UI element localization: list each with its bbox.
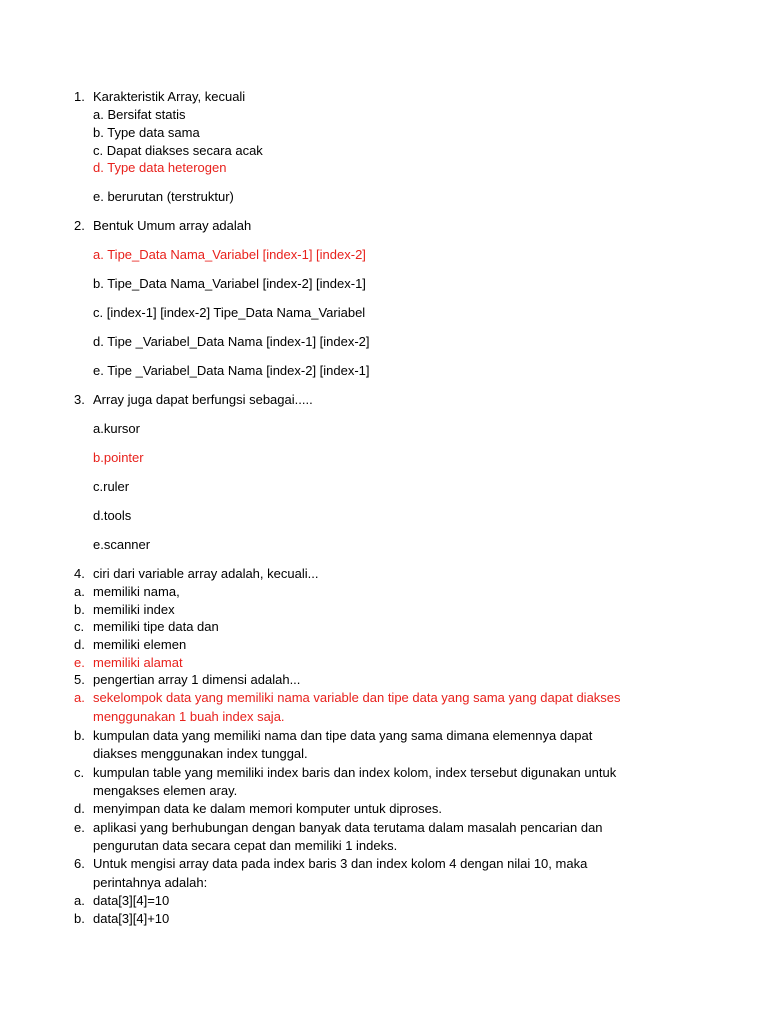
q5-option-b-line2: diakses menggunakan index tunggal. — [93, 746, 308, 761]
q1-option-c: c. Dapat diakses secara acak — [93, 143, 263, 158]
q5-option-b-letter: b. — [74, 728, 85, 743]
q1-option-b: b. Type data sama — [93, 125, 200, 140]
q5-option-e-line2: pengurutan data secara cepat dan memiliki 1 indeks. — [93, 838, 398, 853]
q3-option-e: e.scanner — [93, 537, 151, 552]
q4-question: ciri dari variable array adalah, kecuali... — [93, 566, 319, 581]
q5-option-b-line1: kumpulan data yang memiliki nama dan tipe data yang sama dimana elemennya dapat — [93, 728, 593, 743]
q5-option-c-line1: kumpulan table yang memiliki index baris dan index kolom, index tersebut digunakan untuk — [93, 765, 617, 780]
q6-option-b: data[3][4]+10 — [93, 911, 170, 926]
q5-option-a-answer-line1: sekelompok data yang memiliki nama variable dan tipe data yang sama yang dapat diakses — [93, 690, 621, 705]
q6-question-line1: Untuk mengisi array data pada index baris 3 dan index kolom 4 dengan nilai 10, maka — [93, 856, 588, 871]
q2-option-a-answer: a. Tipe_Data Nama_Variabel [index-1] [index-2] — [93, 247, 366, 262]
q6-question-line2: perintahnya adalah: — [93, 875, 208, 890]
q2-option-d: d. Tipe _Variabel_Data Nama [index-1] [index-2] — [93, 334, 370, 349]
q3-option-b-answer: b.pointer — [93, 450, 144, 465]
q1-option-e: e. berurutan (terstruktur) — [93, 189, 234, 204]
q5-option-c-letter: c. — [74, 765, 85, 780]
q6-option-a-letter: a. — [74, 893, 85, 908]
q4-option-c: memiliki tipe data dan — [93, 619, 219, 634]
q1-option-d-answer: d. Type data heterogen — [93, 160, 227, 175]
q5-option-e-line1: aplikasi yang berhubungan dengan banyak data terutama dalam masalah pencarian dan — [93, 820, 603, 835]
q5-option-d-letter: d. — [74, 801, 85, 816]
q3-option-a: a.kursor — [93, 421, 140, 436]
q4-option-e-answer: memiliki alamat — [93, 655, 183, 670]
q5-option-e-letter: e. — [74, 820, 85, 835]
q1-option-a: a. Bersifat statis — [93, 107, 186, 122]
q5-option-d-line1: menyimpan data ke dalam memori komputer untuk diproses. — [93, 801, 442, 816]
q4-option-c-letter: c. — [74, 619, 85, 634]
q4-option-d-letter: d. — [74, 637, 85, 652]
q1-question: Karakteristik Array, kecuali — [93, 89, 246, 104]
q2-option-e: e. Tipe _Variabel_Data Nama [index-2] [index-1] — [93, 363, 370, 378]
q5-option-c-line2: mengakses elemen aray. — [93, 783, 238, 798]
q6-option-b-letter: b. — [74, 911, 85, 926]
q4-number: 4. — [74, 566, 85, 581]
q1-number: 1. — [74, 89, 85, 104]
q3-option-c: c.ruler — [93, 479, 130, 494]
q2-question: Bentuk Umum array adalah — [93, 218, 252, 233]
q5-option-a-letter: a. — [74, 690, 85, 705]
q5-number: 5. — [74, 672, 85, 687]
q3-option-d: d.tools — [93, 508, 132, 523]
q2-option-c: c. [index-1] [index-2] Tipe_Data Nama_Variabel — [93, 305, 366, 320]
q2-option-b: b. Tipe_Data Nama_Variabel [index-2] [index-1] — [93, 276, 366, 291]
q4-option-b: memiliki index — [93, 602, 175, 617]
q4-option-d: memiliki elemen — [93, 637, 187, 652]
q6-option-a: data[3][4]=10 — [93, 893, 170, 908]
q4-option-e-letter: e. — [74, 655, 85, 670]
q4-option-a-letter: a. — [74, 584, 85, 599]
q5-option-a-answer-line2: menggunakan 1 buah index saja. — [93, 709, 285, 724]
q3-question: Array juga dapat berfungsi sebagai..... — [93, 392, 313, 407]
q2-number: 2. — [74, 218, 85, 233]
q4-option-b-letter: b. — [74, 602, 85, 617]
q5-question: pengertian array 1 dimensi adalah... — [93, 672, 301, 687]
q3-number: 3. — [74, 392, 85, 407]
q4-option-a: memiliki nama, — [93, 584, 180, 599]
q6-number: 6. — [74, 856, 85, 871]
